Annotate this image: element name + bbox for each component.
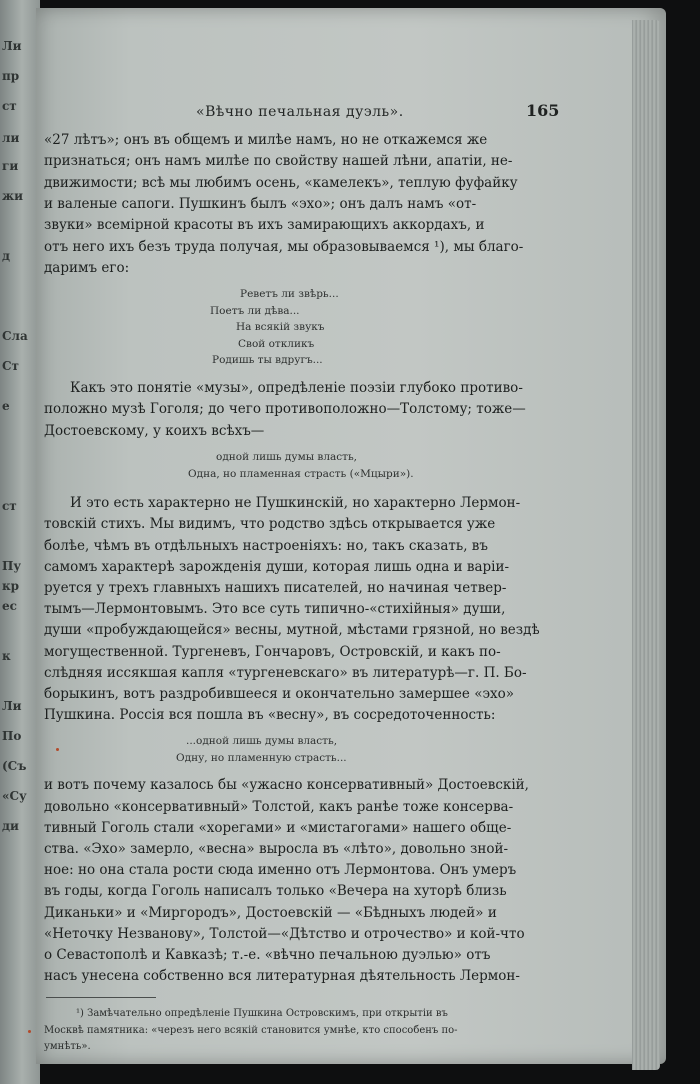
running-header-title: «Вѣчно печальная дуэль». [196,104,404,120]
text-line: товскій стихъ. Мы видимъ, что родство здѣсь открывается уже [44,516,496,532]
footnote-divider [46,997,156,998]
previous-page-fragment: кр [2,579,20,593]
text-line: Какъ это понятіе «музы», опредѣленіе поэзіи глубоко противо- [70,380,523,396]
previous-page-fragment: ги [2,159,19,173]
previous-page-fragment: Ст [2,359,19,373]
verse-line: одной лишь думы власть, [216,451,358,463]
text-line: «Неточку Незванову», Толстой—«Дѣтство и отрочество» и кой-что [44,926,525,942]
verse-line: Поетъ ли дѣва... [210,305,300,317]
text-line: положно музѣ Гоголя; до чего противоположно—Толстому; тоже— [44,401,526,417]
previous-page-fragment: е [2,399,10,413]
page-number: 165 [526,101,560,120]
text-line: тивный Гоголь стали «хорегами» и «мистагогами» нашего обще- [44,820,512,836]
verse-line: Родишь ты вдругъ... [212,354,323,366]
text-line: ства. «Эхо» замерло, «весна» выросла въ «лѣто», довольно зной- [44,841,509,857]
text-line: «27 лѣтъ»; онъ въ общемъ и милѣе намъ, но не откажемся же [44,132,488,148]
text-line: болѣе, чѣмъ въ отдѣльныхъ настроеніяхъ: но, такъ сказать, въ [44,538,488,554]
previous-page-fragment: Ли [2,699,22,713]
previous-page-edge [0,0,40,1084]
verse-line: Одна, но пламенная страсть («Мцыри»). [188,468,414,480]
text-line: Диканьки» и «Миргородъ», Достоевскій — «Бѣдныхъ людей» и [44,905,497,921]
text-line: довольно «консервативный» Толстой, какъ ранѣе тоже консерва- [44,799,514,815]
previous-page-fragment: Сла [2,329,28,343]
text-line: признаться; онъ намъ милѣе по свойству нашей лѣни, апатіи, не- [44,153,513,169]
text-line: даримъ его: [44,260,130,276]
previous-page-fragment: По [2,729,22,743]
text-line: могущественной. Тургеневъ, Гончаровъ, Островскій, и какъ по- [44,644,501,660]
previous-page-fragment: жи [2,189,24,203]
verse-line: Одну, но пламенную страсть... [176,752,347,764]
previous-page-fragment: ст [2,499,17,513]
previous-page-fragment: ес [2,599,17,613]
verse-line: Реветъ ли звѣрь... [240,288,339,300]
text-line: о Севастополѣ и Кавказѣ; т.-е. «вѣчно печальною дуэлью» отъ [44,947,491,963]
text-line: самомъ характерѣ зарожденія души, которая лишь одна и варіи- [44,559,510,575]
previous-page-fragment: ди [2,819,19,833]
text-line: и валеные сапоги. Пушкинъ былъ «эхо»; онъ далъ намъ «от- [44,196,477,212]
previous-page-fragment: к [2,649,11,663]
text-line: движимости; всѣ мы любимъ осень, «камелекъ», теплую фуфайку [44,175,518,191]
previous-page-fragment: ли [2,131,20,145]
previous-page-fragment: «Су [2,789,27,803]
text-line: въ годы, когда Гоголь написалъ только «Вечера на хуторѣ близь [44,883,507,899]
ink-mark [56,748,59,751]
text-line: И это есть характерно не Пушкинскій, но характерно Лермон- [70,495,521,511]
text-line: Пушкина. Россія вся пошла въ «весну», въ сосредоточенность: [44,707,496,723]
text-line: тымъ—Лермонтовымъ. Это все суть типично-«стихійныя» души, [44,601,506,617]
text-line: руется у трехъ главныхъ нашихъ писателей, но начиная четвер- [44,580,507,596]
previous-page-fragment: (Съ [2,759,27,773]
text-line: Достоевскому, у коихъ всѣхъ— [44,423,265,439]
text-line: и вотъ почему казалось бы «ужасно консервативный» Достоевскій, [44,777,529,793]
footnote-line: ¹) Замѣчательно опредѣленіе Пушкина Островскимъ, при открытіи въ [76,1008,448,1019]
text-line: слѣдняя иссякшая капля «тургеневскаго» въ литературѣ—г. П. Бо- [44,665,527,681]
text-line: ное: но она стала рости сюда именно отъ Лермонтова. Онъ умеръ [44,862,517,878]
text-line: звуки» всемірной красоты въ ихъ замирающихъ аккордахъ, и [44,217,485,233]
previous-page-fragment: ст [2,99,17,113]
footnote-line: Москвѣ памятника: «черезъ него всякій становится умнѣе, кто способенъ по- [44,1025,458,1036]
previous-page-fragment: пр [2,69,20,83]
previous-page-fragment: д [2,249,10,263]
text-line: насъ унесена собственно вся литературная дѣятельность Лермон- [44,968,520,984]
text-line: борыкинъ, вотъ раздробившееся и окончательно замершее «эхо» [44,686,515,702]
verse-line: ...одной лишь думы власть, [186,735,338,747]
previous-page-fragment: Ли [2,39,22,53]
previous-page-fragment: Пу [2,559,22,573]
verse-line: Свой откликъ [238,338,315,350]
ink-mark [28,1030,31,1033]
verse-line: На всякій звукъ [236,321,325,333]
text-line: отъ него ихъ безъ труда получая, мы образовываемся ¹), мы благо- [44,239,524,255]
page-stack-edge [632,20,660,1070]
text-line: души «пробуждающейся» весны, мутной, мѣстами грязной, но вездѣ [44,622,540,638]
footnote-line: умнѣть». [44,1041,91,1052]
